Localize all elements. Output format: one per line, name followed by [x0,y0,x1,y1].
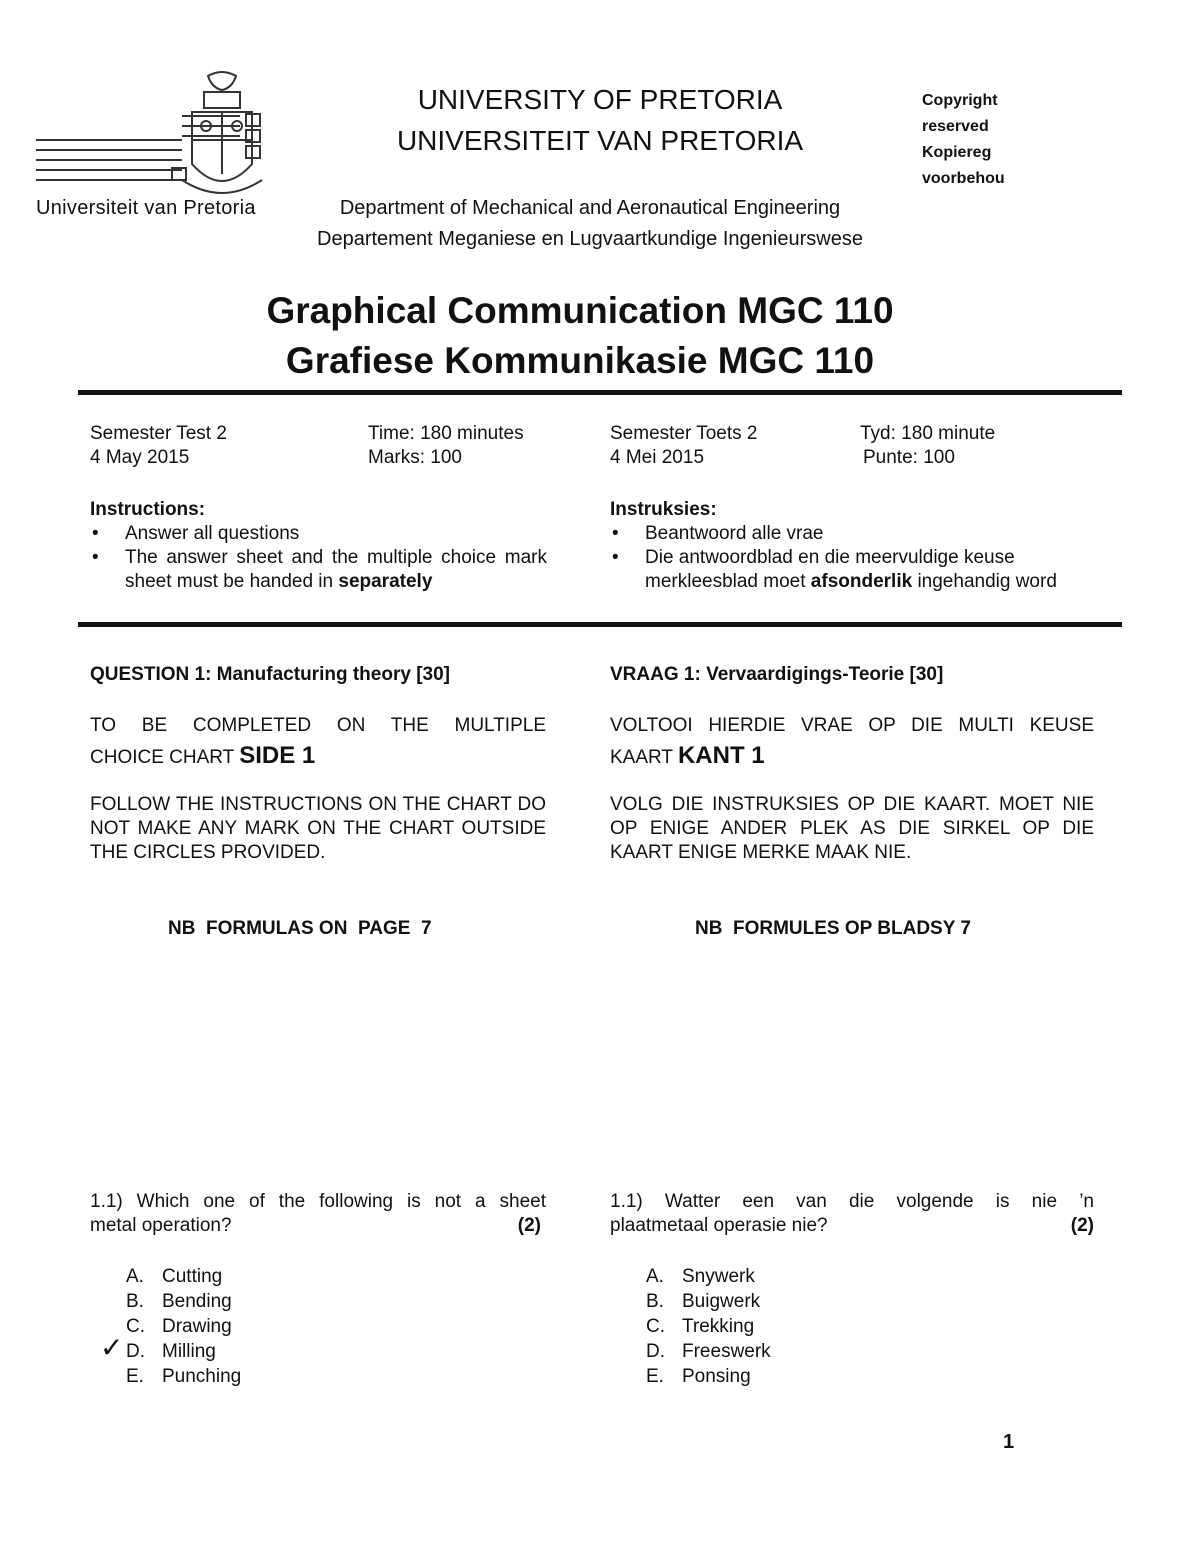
option-b: B. Bending [126,1291,232,1312]
option-c: C. Trekking [646,1316,755,1337]
question-1-1-en: 1.1) Which one of the following is not a sheet metal operation? (2) [90,1191,546,1236]
options-list-af [646,1264,771,1389]
question-marks: (2) [517,1215,541,1236]
options-list-en [100,1264,242,1389]
option-e: E. Punching [126,1366,242,1387]
department-en: Department of Mechanical and Aeronautical Engineering [339,197,841,219]
test-name: Semester Toets 2 [610,423,758,444]
test-date: 4 Mei 2015 [610,447,705,468]
test-marks: Marks: 100 [368,447,462,468]
instructions-en [90,498,547,594]
formulas-note-af: NB FORMULES OP BLADSY 7 [695,918,971,939]
middle-divider [78,622,1122,627]
instructions-heading: Instruksies: [610,499,717,520]
instruction-item: • Beantwoord alle vrae [610,522,1070,546]
instruction-item: • Die antwoordblad en die meervuldige keuse merkleesblad moet afsonderlik ingehandig word [610,546,1070,594]
option-c: C. Drawing [126,1316,232,1337]
test-details-en [90,422,227,470]
follow-instructions-en: FOLLOW THE INSTRUCTIONS ON THE CHART DO NOT MAKE ANY MARK ON THE CHART OUTSIDE THE CIRCLES PROVIDED. [90,794,546,863]
question-1-1-af: 1.1) Watter een van die volgende is nie ’n plaatmetaal operasie nie? (2) [610,1191,1094,1236]
university-name-en: UNIVERSITY OF PRETORIA [417,84,783,115]
instruction-item: • The answer sheet and the multiple choice mark sheet must be handed in separately [90,546,547,594]
course-title-af: Grafiese Kommunikasie MGC 110 [285,340,875,381]
question1-heading-en: QUESTION 1: Manufacturing theory [30] [90,664,450,685]
test-marks: Punte: 100 [863,447,955,468]
copyright-notice: Copyright reserved Kopiereg voorbehou [922,92,1005,187]
option-e: E. Ponsing [646,1366,751,1387]
option-b: B. Buigwerk [646,1291,761,1312]
side-label: SIDE 1 [239,742,316,769]
option-a: A. Cutting [126,1266,223,1287]
test-time: Tyd: 180 minute [860,423,996,444]
instructions-heading: Instructions: [90,499,206,520]
complete-on-chart-af: VOLTOOI HIERDIE VRAE OP DIE MULTI KEUSE KAART KANT 1 [610,715,1094,769]
test-duration-af [860,422,995,470]
follow-instructions-af: VOLG DIE INSTRUKSIES OP DIE KAART. MOET NIE OP ENIGE ANDER PLEK AS DIE SIRKEL OP DIE KAART ENIGE MERKE MAAK NIE. [610,794,1094,863]
option-d: D. Freeswerk [646,1341,771,1362]
test-name: Semester Test 2 [90,423,227,444]
question1-heading-af: VRAAG 1: Vervaardigings-Teorie [30] [610,664,944,685]
top-divider [78,390,1122,395]
instruction-item: • Answer all questions [90,522,547,546]
option-d: ✓ D. Milling [100,1331,216,1364]
question-marks: (2) [1070,1215,1094,1236]
side-label: KANT 1 [677,742,765,769]
option-a: A. Snywerk [646,1266,755,1287]
test-date: 4 May 2015 [90,447,190,468]
test-details-af [610,422,758,470]
course-title-en: Graphical Communication MGC 110 [266,290,894,331]
logo-caption: Universiteit van Pretoria [36,197,256,219]
department-af: Departement Meganiese en Lugvaartkundige Ingenieurswese [317,228,863,250]
complete-on-chart-en: TO BE COMPLETED ON THE MULTIPLE CHOICE CHART SIDE 1 [90,715,546,769]
test-time: Time: 180 minutes [368,423,524,444]
university-name-af: UNIVERSITEIT VAN PRETORIA [396,125,804,156]
instructions-af [610,498,1070,594]
page-number: 1 [1003,1431,1015,1453]
checkmark-icon: ✓ [100,1331,124,1364]
test-duration-en [368,422,524,470]
formulas-note-en: NB FORMULAS ON PAGE 7 [168,918,432,939]
